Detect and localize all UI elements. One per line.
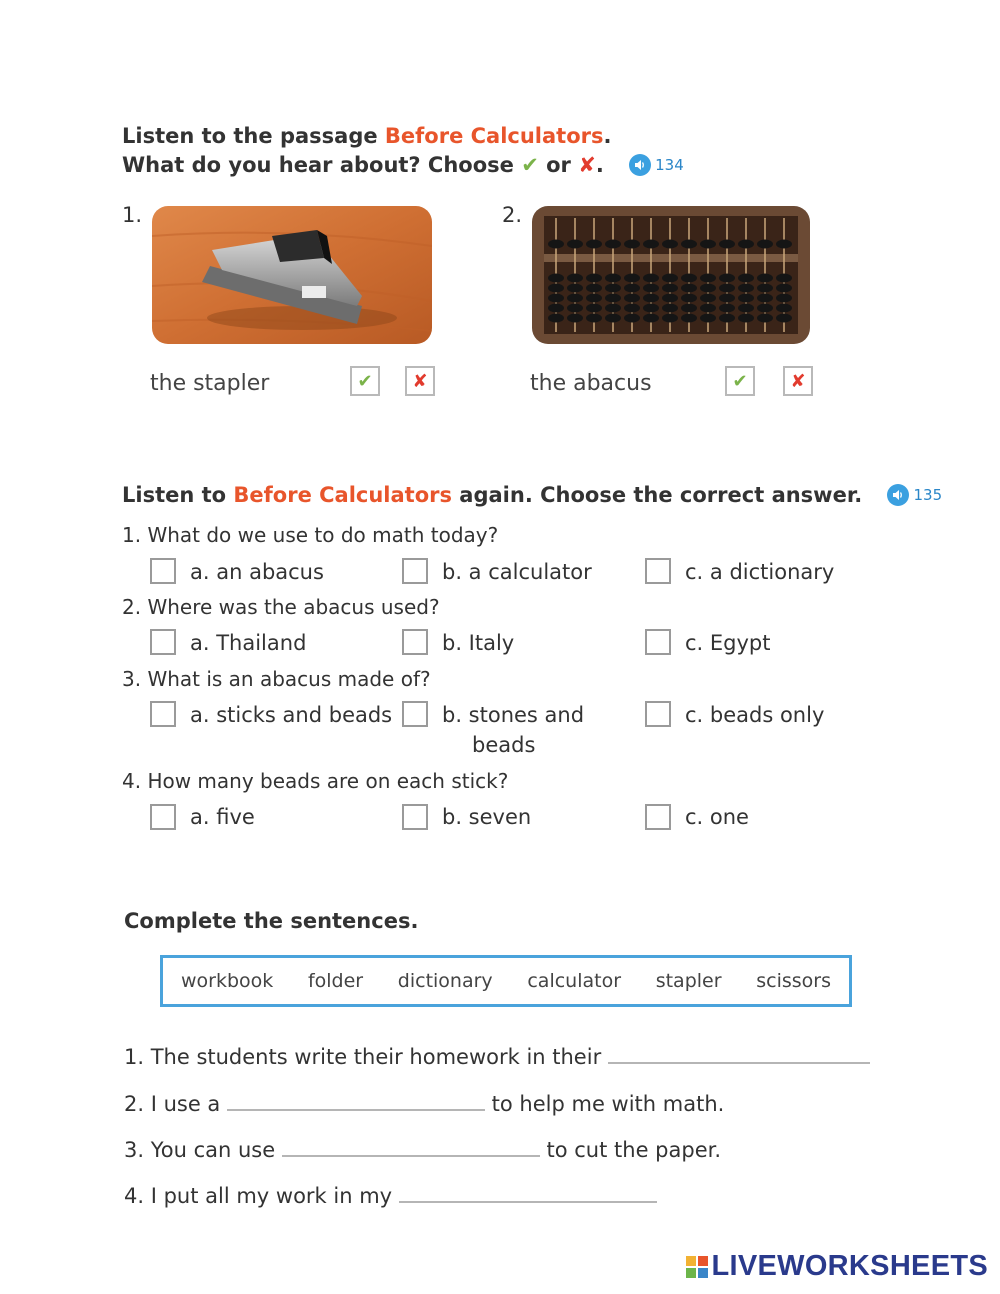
word-bank-item: dictionary (397, 970, 493, 992)
sentence-1: 1. The students write their homework in their (124, 1040, 870, 1069)
q3-option-b: b. stones and (442, 703, 585, 727)
q2-option-c: c. Egypt (685, 631, 771, 655)
audio-button-135[interactable]: 135 (887, 484, 942, 506)
liveworksheets-logo: LIVEWORKSHEETS (686, 1250, 989, 1283)
answer-blank-2[interactable] (227, 1087, 485, 1111)
check-icon: ✔ (357, 370, 373, 392)
q4-option-a-checkbox[interactable] (150, 804, 176, 830)
speaker-icon (629, 154, 651, 176)
answer-blank-1[interactable] (608, 1040, 870, 1064)
q4-option-a: a. five (190, 805, 255, 829)
q2-option-a: a. Thailand (190, 631, 307, 655)
check-icon: ✔ (732, 370, 748, 392)
q4-option-b-checkbox[interactable] (402, 804, 428, 830)
abacus-image (532, 206, 810, 344)
q4-option-c: c. one (685, 805, 749, 829)
word-bank (160, 955, 852, 1007)
item-number: 2. (502, 203, 523, 227)
q3-option-a-checkbox[interactable] (150, 701, 176, 727)
q4-option-c-checkbox[interactable] (645, 804, 671, 830)
q2-option-b-checkbox[interactable] (402, 629, 428, 655)
word-bank-item: stapler (655, 970, 722, 992)
q1-option-a: a. an abacus (190, 560, 324, 584)
item-number: 1. (122, 203, 143, 227)
cross-icon: ✘ (790, 370, 806, 392)
word-bank-item: workbook (181, 970, 274, 992)
abacus-check-button[interactable] (725, 366, 755, 396)
q1-option-c: c. a dictionary (685, 560, 835, 584)
question-2: 2. Where was the abacus used? (122, 595, 440, 619)
stapler-image (152, 206, 432, 344)
word-bank-item: scissors (756, 970, 831, 992)
speaker-icon (887, 484, 909, 506)
q4-option-b: b. seven (442, 805, 532, 829)
cross-icon: ✘ (412, 370, 428, 392)
q1-option-c-checkbox[interactable] (645, 558, 671, 584)
q3-option-c-checkbox[interactable] (645, 701, 671, 727)
q2-option-c-checkbox[interactable] (645, 629, 671, 655)
sentence-2: 2. I use a to help me with math. (124, 1087, 724, 1116)
abacus-cross-button[interactable] (783, 366, 813, 396)
q2-option-b: b. Italy (442, 631, 515, 655)
check-icon: ✔ (521, 153, 539, 177)
cross-icon: ✘ (578, 153, 596, 177)
logo-icon (686, 1256, 708, 1278)
item-label-stapler: the stapler (150, 371, 270, 396)
question-3: 3. What is an abacus made of? (122, 667, 431, 691)
answer-blank-4[interactable] (399, 1179, 657, 1203)
stapler-check-button[interactable] (350, 366, 380, 396)
q2-option-a-checkbox[interactable] (150, 629, 176, 655)
section1-instruction-line1: Listen to the passage Before Calculators. (122, 124, 612, 148)
question-1: 1. What do we use to do math today? (122, 523, 499, 547)
q3-option-b-checkbox[interactable] (402, 701, 428, 727)
q3-option-b-line2: beads (472, 733, 536, 757)
q1-option-b: b. a calculator (442, 560, 592, 584)
q3-option-c: c. beads only (685, 703, 825, 727)
question-4: 4. How many beads are on each stick? (122, 769, 509, 793)
word-bank-item: calculator (527, 970, 622, 992)
word-bank-item: folder (307, 970, 364, 992)
q1-option-a-checkbox[interactable] (150, 558, 176, 584)
q1-option-b-checkbox[interactable] (402, 558, 428, 584)
section1-instruction-line2: What do you hear about? Choose ✔ or ✘. 134 (122, 153, 684, 177)
item-label-abacus: the abacus (530, 371, 652, 396)
answer-blank-3[interactable] (282, 1133, 540, 1157)
q3-option-a: a. sticks and beads (190, 703, 393, 727)
sentence-3: 3. You can use to cut the paper. (124, 1133, 721, 1162)
passage-title: Before Calculators (233, 483, 452, 507)
audio-button-134[interactable]: 134 (629, 154, 684, 176)
sentence-4: 4. I put all my work in my (124, 1179, 657, 1208)
section3-title: Complete the sentences. (124, 909, 419, 933)
stapler-cross-button[interactable] (405, 366, 435, 396)
section2-instruction: Listen to Before Calculators again. Choose the correct answer. 135 (122, 483, 943, 507)
passage-title: Before Calculators (384, 124, 604, 148)
